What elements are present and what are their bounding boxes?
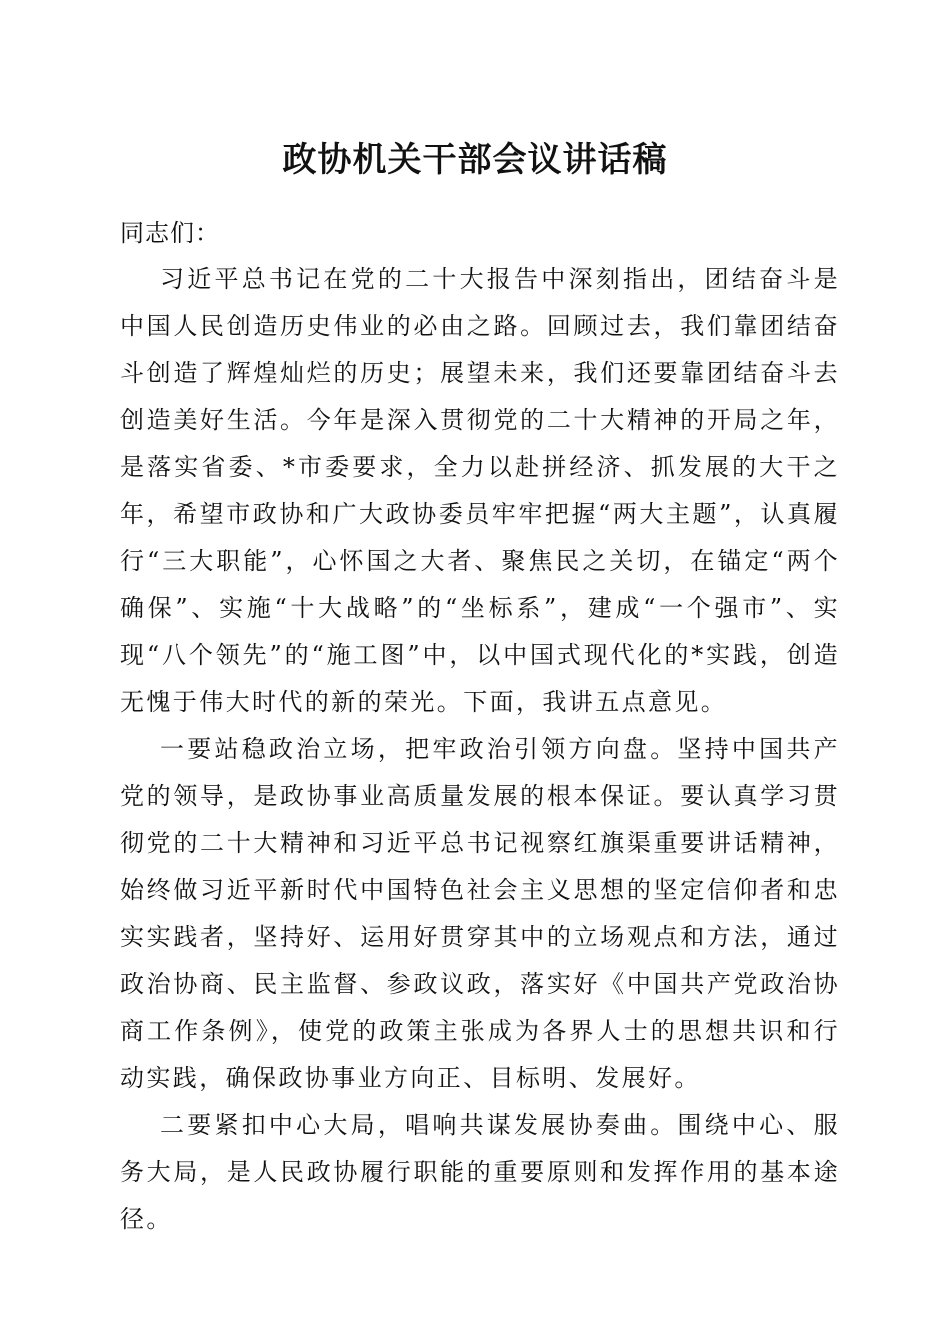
paragraph-point-one: 一要站稳政治立场，把牢政治引领方向盘。坚持中国共产党的领导，是政协事业高质量发展的根本保证。要认真学习贯彻党的二十大精神和习近平总书记视察红旗渠重要讲话精神，始终做习近平新时代中国特色社会主义思想的坚定信仰者和忠实实践者，坚持好、运用好贯穿其中的立场观点和方法，通过政治协商、民主监督、参政议政，落实好《中国共产党政治协商工作条例》，使党的政策主张成为各界人士的思想共识和行动实践，确保政协事业方向正、目标明、发展好。 <box>120 735 840 1092</box>
greeting: 同志们： <box>120 219 220 247</box>
paragraph-intro: 习近平总书记在党的二十大报告中深刻指出，团结奋斗是中国人民创造历史伟业的必由之路。回顾过去，我们靠团结奋斗创造了辉煌灿烂的历史；展望未来，我们还要靠团结奋斗去创造美好生活。今年是深入贯彻党的二十大精神的开局之年，是落实省委、*市委要求，全力以赴拼经济、抓发展的大干之年，希望市政协和广大政协委员牢牢把握“两大主题”，认真履行“三大职能”，心怀国之大者、聚焦民之关切，在锚定“两个确保”、实施“十大战略”的“坐标系”，建成“一个强市”、实现“八个领先”的“施工图”中，以中国式现代化的*实践，创造无愧于伟大时代的新的荣光。下面，我讲五点意见。 <box>120 265 840 716</box>
paragraph-point-two: 二要紧扣中心大局，唱响共谋发展协奏曲。围绕中心、服务大局，是人民政协履行职能的重要原则和发挥作用的基本途径。 <box>120 1111 840 1233</box>
document-title: 政协机关干部会议讲话稿 <box>282 140 668 180</box>
document-body <box>120 210 840 1243</box>
